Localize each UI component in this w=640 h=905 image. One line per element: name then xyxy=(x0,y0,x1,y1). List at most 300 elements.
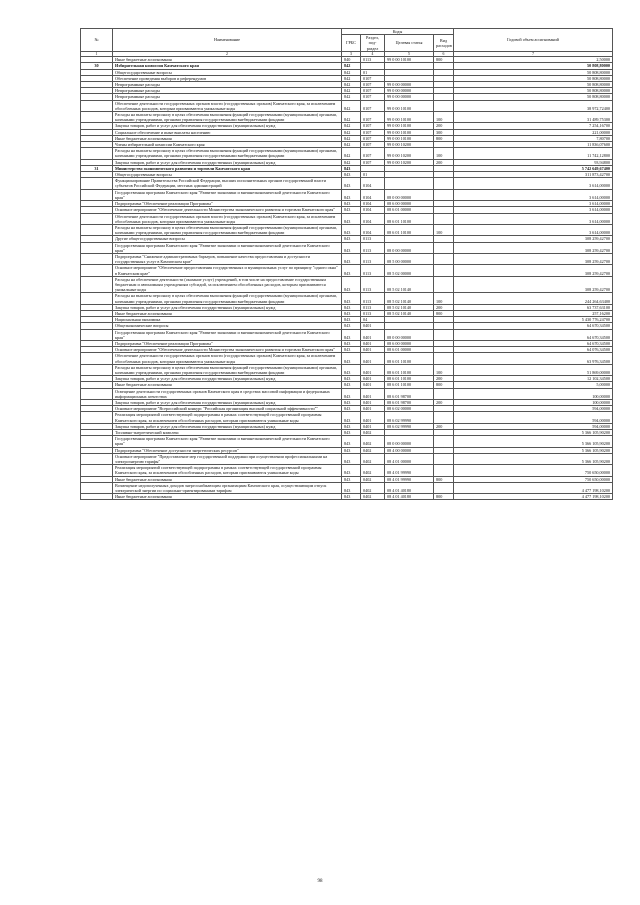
razdel-cell: 0401 xyxy=(361,382,385,388)
item-name-cell: Государственная программа Камчатского края "Развитие экономики и внешнеэкономической деятельности Камчатского края" xyxy=(113,242,342,253)
amount-cell: 308 259,42700 xyxy=(454,265,613,276)
razdel-cell: 0402 xyxy=(361,465,385,476)
item-name-cell: Обеспечение деятельности государственных органов власти (государственных органов) Камчатского края, за исключением обособленных расходов, которым присваиваются уникальные коды xyxy=(113,213,342,224)
amount-cell: 3 614,00000 xyxy=(454,189,613,200)
grbs-cell: 842 xyxy=(342,82,361,88)
grbs-cell: 843 xyxy=(342,265,361,276)
expense-type-cell xyxy=(434,353,454,364)
amount-cell: 50 808,80000 xyxy=(454,63,613,69)
item-name-cell: Министерство экономического развития и торговли Камчатского края xyxy=(113,165,342,171)
table-row xyxy=(81,265,613,276)
razdel-cell: 0104 xyxy=(361,178,385,189)
amount-cell: 11 742,12800 xyxy=(454,148,613,159)
amount-cell: 750 650,00000 xyxy=(454,465,613,476)
target-article-cell: 08 6 01 00000 xyxy=(385,347,434,353)
amount-cell: 50 808,80000 xyxy=(454,82,613,88)
item-name-cell: Основное мероприятие "Обеспечение предоставления государственных и муниципальных услуг по принципу "одного окна" в Камчатском крае" xyxy=(113,265,342,276)
expense-type-cell xyxy=(434,482,454,493)
razdel-cell: 0401 xyxy=(361,400,385,406)
grbs-cell: 843 xyxy=(342,382,361,388)
item-name-cell: Иные бюджетные ассигнования xyxy=(113,494,342,500)
target-article-cell: 08 6 00 00000 xyxy=(385,340,434,346)
razdel-cell: 0401 xyxy=(361,323,385,329)
item-name-cell: Непрограммные расходы xyxy=(113,82,342,88)
target-article-cell: 08 6 01 98700 xyxy=(385,388,434,399)
index-cell: 1 xyxy=(81,51,113,56)
table-row xyxy=(81,213,613,224)
grbs-cell: 843 xyxy=(342,430,361,436)
razdel-cell: 0107 xyxy=(361,159,385,165)
target-article-cell: 08 0 00 00000 xyxy=(385,242,434,253)
target-article-cell: 08 5 00 00000 xyxy=(385,253,434,264)
amount-cell: 5 366 105,90200 xyxy=(454,453,613,464)
item-name-cell: Расходы на выплаты персоналу в целях обеспечения выполнения функций государственными (муниципальными) органами, казенными учреждениями, органами управления государственными внебюджетными фондами xyxy=(113,224,342,235)
razdel-cell: 0113 xyxy=(361,304,385,310)
item-name-cell: Социальное обеспечение и иные выплаты населению xyxy=(113,129,342,135)
page-number: 98 xyxy=(317,879,323,884)
razdel-cell: 0402 xyxy=(361,494,385,500)
target-article-cell: 08 6 01 10100 xyxy=(385,213,434,224)
amount-cell: 594,00000 xyxy=(454,423,613,429)
razdel-cell: 0113 xyxy=(361,253,385,264)
row-number-cell xyxy=(81,353,113,364)
grbs-cell: 843 xyxy=(342,304,361,310)
grbs-cell: 843 xyxy=(342,213,361,224)
row-number-cell xyxy=(81,265,113,276)
item-name-cell: Основное мероприятие "Предоставление мер государственной поддержки при осуществлении профессиональными на электроэнергию тарифы" xyxy=(113,453,342,464)
grbs-cell: 843 xyxy=(342,317,361,323)
razdel-cell: 0401 xyxy=(361,347,385,353)
amount-cell: 311 873,42700 xyxy=(454,172,613,178)
grbs-cell: 842 xyxy=(342,94,361,100)
index-cell: 5 xyxy=(385,51,434,56)
razdel-cell: 0113 xyxy=(361,293,385,304)
row-number-cell xyxy=(81,242,113,253)
target-article-cell: 08 4 01 99990 xyxy=(385,465,434,476)
item-name-cell: Национальная экономика xyxy=(113,317,342,323)
index-cell: 7 xyxy=(454,51,613,56)
grbs-cell: 843 xyxy=(342,310,361,316)
budget-table xyxy=(80,28,613,500)
target-article-cell: 08 4 01 40180 xyxy=(385,494,434,500)
target-article-cell: 08 6 00 00000 xyxy=(385,201,434,207)
razdel-cell: 0402 xyxy=(361,430,385,436)
expense-type-cell: 800 xyxy=(434,382,454,388)
row-number-cell xyxy=(81,189,113,200)
table-row xyxy=(81,242,613,253)
grbs-cell: 843 xyxy=(342,353,361,364)
index-cell: 3 xyxy=(342,51,361,56)
header-cs: Целевая статья xyxy=(385,35,434,52)
row-number-cell xyxy=(81,276,113,293)
target-article-cell: 08 5 02 00000 xyxy=(385,265,434,276)
item-name-cell: Закупка товаров, работ и услуг для обеспечения государственных (муниципальных) нужд xyxy=(113,423,342,429)
razdel-cell: 0107 xyxy=(361,82,385,88)
amount-cell: 244 264,63400 xyxy=(454,293,613,304)
expense-type-cell: 100 xyxy=(434,148,454,159)
index-cell: 4 xyxy=(361,51,385,56)
header-amount: Годовой объем ассигнований xyxy=(454,29,613,52)
target-article-cell: 08 5 02 10140 xyxy=(385,276,434,293)
row-number-cell xyxy=(81,436,113,447)
table-row xyxy=(81,364,613,375)
grbs-cell: 843 xyxy=(342,236,361,242)
amount-cell: 5 742 649,67400 xyxy=(454,165,613,171)
table-row xyxy=(81,224,613,235)
razdel-cell: 0107 xyxy=(361,123,385,129)
row-number-cell xyxy=(81,453,113,464)
expense-type-cell xyxy=(434,100,454,111)
row-number-cell: 30 xyxy=(81,63,113,69)
expense-type-cell: 800 xyxy=(434,310,454,316)
table-row xyxy=(81,100,613,111)
razdel-cell: 0401 xyxy=(361,364,385,375)
item-name-cell: Расходы на выплаты персоналу в целях обеспечения выполнения функций государственными (муниципальными) органами, казенными учреждениями, органами управления государственными внебюджетными фондами xyxy=(113,112,342,123)
razdel-cell: 0402 xyxy=(361,476,385,482)
target-article-cell: 99 0 00 10100 xyxy=(385,57,434,63)
grbs-cell: 842 xyxy=(342,148,361,159)
amount-cell: 63 737,63100 xyxy=(454,304,613,310)
target-article-cell: 08 6 02 99990 xyxy=(385,423,434,429)
item-name-cell: Закупка товаров, работ и услуг для обеспечения государственных (муниципальных) нужд xyxy=(113,304,342,310)
row-number-cell xyxy=(81,412,113,423)
razdel-cell: 0401 xyxy=(361,376,385,382)
amount-cell: 51 869,00000 xyxy=(454,364,613,375)
item-name-cell: Расходы на обеспечение деятельности (оказание услуг) учреждений, в том числе на предоставление государственным бюджетным и автономным учреждениям субсидий, за исключением обособленных расходов, которым присваиваются уникальные коды xyxy=(113,276,342,293)
amount-cell: 11 836,07600 xyxy=(454,142,613,148)
row-number-cell xyxy=(81,293,113,304)
amount-cell: 2,50000 xyxy=(454,57,613,63)
razdel-cell: 0113 xyxy=(361,236,385,242)
amount-cell: 100,00000 xyxy=(454,400,613,406)
item-name-cell: Общегосударственные вопросы xyxy=(113,69,342,75)
razdel-cell: 0401 xyxy=(361,329,385,340)
amount-cell: 64 670,34500 xyxy=(454,340,613,346)
item-name-cell: Подпрограмма "Обеспечение реализации Программы" xyxy=(113,201,342,207)
table-row xyxy=(81,453,613,464)
razdel-cell: 0402 xyxy=(361,436,385,447)
amount-cell: 50 808,80000 xyxy=(454,88,613,94)
grbs-cell: 842 xyxy=(342,123,361,129)
item-name-cell: Основное мероприятие "Всероссийский конкурс "Российская организация высокой социальной эффективности"" xyxy=(113,406,342,412)
razdel-cell: 0401 xyxy=(361,353,385,364)
target-article-cell: 08 6 01 10100 xyxy=(385,364,434,375)
item-name-cell: Реализация мероприятий соответствующей подпрограммы в рамках соответствующей государственной программы Камчатского края, за исключением обособленных расходов, которым присваиваются уникальные коды xyxy=(113,412,342,423)
item-name-cell: Основное мероприятие "Обеспечение деятельности Министерства экономического развития и торговли Камчатского края" xyxy=(113,347,342,353)
table-body xyxy=(81,57,613,500)
item-name-cell: Функционирование Правительства Российской Федерации, высших исполнительных органов государственной власти субъектов Российской Федерации, местных администраций xyxy=(113,178,342,189)
target-article-cell: 99 0 00 10200 xyxy=(385,142,434,148)
grbs-cell: 843 xyxy=(342,376,361,382)
razdel-cell: 0401 xyxy=(361,406,385,412)
expense-type-cell: 300 xyxy=(434,129,454,135)
grbs-cell: 843 xyxy=(342,340,361,346)
header-num: № xyxy=(81,29,113,52)
expense-type-cell: 200 xyxy=(434,123,454,129)
expense-type-cell xyxy=(434,213,454,224)
razdel-cell: 0107 xyxy=(361,100,385,111)
amount-cell: 64 670,34500 xyxy=(454,323,613,329)
amount-cell: 221,00000 xyxy=(454,129,613,135)
razdel-cell: 0113 xyxy=(361,310,385,316)
item-name-cell: Возмещение недополученных доходов энергоснабжающим организациям Камчатского края, осуществляющим отпуск электрической энергии по социально-ориентированным тарифам xyxy=(113,482,342,493)
table-row xyxy=(81,148,613,159)
razdel-cell: 0113 xyxy=(361,57,385,63)
row-number-cell xyxy=(81,178,113,189)
expense-type-cell xyxy=(434,178,454,189)
expense-type-cell xyxy=(434,436,454,447)
row-number-cell xyxy=(81,364,113,375)
item-name-cell: Общеэкономические вопросы xyxy=(113,323,342,329)
target-article-cell: 08 5 02 10140 xyxy=(385,304,434,310)
expense-type-cell: 100 xyxy=(434,293,454,304)
item-name-cell: Обеспечение деятельности государственных органов власти (государственных органов) Камчатского края, за исключением обособленных расходов, которым присваиваются уникальные коды xyxy=(113,100,342,111)
grbs-cell: 843 xyxy=(342,172,361,178)
grbs-cell: 843 xyxy=(342,465,361,476)
item-name-cell: Обеспечение деятельности государственных органов власти (государственных органов) Камчатского края, за исключением обособленных расходов, которым присваиваются уникальные коды xyxy=(113,353,342,364)
expense-type-cell: 200 xyxy=(434,376,454,382)
amount-cell: 257,16200 xyxy=(454,310,613,316)
amount-cell: 3 614,00000 xyxy=(454,207,613,213)
item-name-cell: Иные бюджетные ассигнования xyxy=(113,382,342,388)
grbs-cell: 843 xyxy=(342,165,361,171)
header-name: Наименование xyxy=(113,29,342,52)
amount-cell: 50 808,80000 xyxy=(454,69,613,75)
item-name-cell: Иные бюджетные ассигнования xyxy=(113,310,342,316)
grbs-cell: 843 xyxy=(342,412,361,423)
expense-type-cell xyxy=(434,242,454,253)
expense-type-cell xyxy=(434,412,454,423)
amount-cell: 7 254,16700 xyxy=(454,123,613,129)
item-name-cell: Расходы на выплаты персоналу в целях обеспечения выполнения функций государственными (муниципальными) органами, казенными учреждениями, органами управления государственными внебюджетными фондами xyxy=(113,148,342,159)
index-cell: 2 xyxy=(113,51,342,56)
grbs-cell: 842 xyxy=(342,63,361,69)
amount-cell: 594,00000 xyxy=(454,406,613,412)
target-article-cell: 99 0 00 10100 xyxy=(385,112,434,123)
table-row xyxy=(81,412,613,423)
target-article-cell: 99 0 00 10100 xyxy=(385,135,434,141)
item-name-cell: Основное мероприятие "Обеспечение деятельности Министерства экономического развития и торговли Камчатского края" xyxy=(113,207,342,213)
target-article-cell: 08 4 01 40180 xyxy=(385,482,434,493)
amount-cell: 50 808,80000 xyxy=(454,75,613,81)
razdel-cell: 01 xyxy=(361,172,385,178)
grbs-cell: 843 xyxy=(342,189,361,200)
grbs-cell: 843 xyxy=(342,201,361,207)
grbs-cell: 843 xyxy=(342,447,361,453)
expense-type-cell xyxy=(434,253,454,264)
row-number-cell xyxy=(81,100,113,111)
expense-type-cell: 800 xyxy=(434,57,454,63)
item-name-cell: Государственная программа Камчатского края "Развитие экономики и внешнеэкономической деятельности Камчатского края" xyxy=(113,189,342,200)
item-name-cell: Обеспечение проведения выборов и референдумов xyxy=(113,75,342,81)
grbs-cell: 843 xyxy=(342,388,361,399)
razdel-cell: 0107 xyxy=(361,135,385,141)
amount-cell: 5 366 105,90200 xyxy=(454,436,613,447)
razdel-cell: 0401 xyxy=(361,412,385,423)
grbs-cell: 843 xyxy=(342,293,361,304)
amount-cell: 3 614,00000 xyxy=(454,224,613,235)
target-article-cell: 08 5 02 10140 xyxy=(385,310,434,316)
razdel-cell: 0401 xyxy=(361,340,385,346)
amount-cell: 93,94800 xyxy=(454,159,613,165)
row-number-cell xyxy=(81,213,113,224)
target-article-cell: 99 0 00 10100 xyxy=(385,129,434,135)
table-row xyxy=(81,276,613,293)
target-article-cell: 08 0 00 00000 xyxy=(385,436,434,447)
amount-cell: 5,00000 xyxy=(454,382,613,388)
expense-type-cell: 200 xyxy=(434,423,454,429)
expense-type-cell: 100 xyxy=(434,364,454,375)
amount-cell: 31 489,75300 xyxy=(454,112,613,123)
header-vr: Вид расходов xyxy=(434,35,454,52)
target-article-cell: 99 0 00 00000 xyxy=(385,88,434,94)
item-name-cell: Члены избирательной комиссии Камчатского края xyxy=(113,142,342,148)
table-row xyxy=(81,293,613,304)
expense-type-cell: 800 xyxy=(434,494,454,500)
grbs-cell: 843 xyxy=(342,276,361,293)
target-article-cell: 99 0 00 00000 xyxy=(385,82,434,88)
razdel-cell: 0402 xyxy=(361,482,385,493)
grbs-cell: 842 xyxy=(342,112,361,123)
expense-type-cell xyxy=(434,388,454,399)
expense-type-cell xyxy=(434,453,454,464)
amount-cell: 63 976,34500 xyxy=(454,353,613,364)
expense-type-cell: 800 xyxy=(434,476,454,482)
table-row xyxy=(81,388,613,399)
target-article-cell: 08 4 00 00000 xyxy=(385,447,434,453)
index-cell: 6 xyxy=(434,51,454,56)
item-name-cell: Расходы на выплаты персоналу в целях обеспечения выполнения функций государственными (муниципальными) органами, казенными учреждениями, органами управления государственными внебюджетными фондами xyxy=(113,364,342,375)
table-row xyxy=(81,112,613,123)
grbs-cell: 843 xyxy=(342,224,361,235)
amount-cell: 308 259,42700 xyxy=(454,276,613,293)
razdel-cell: 0107 xyxy=(361,94,385,100)
item-name-cell: Избирательная комиссия Камчатского края xyxy=(113,63,342,69)
header-grbs: ГРБС xyxy=(342,35,361,52)
target-article-cell: 08 6 01 00000 xyxy=(385,207,434,213)
row-number-cell: 31 xyxy=(81,165,113,171)
amount-cell: 750 650,00000 xyxy=(454,476,613,482)
razdel-cell: 04 xyxy=(361,317,385,323)
razdel-cell: 0104 xyxy=(361,213,385,224)
razdel-cell: 0402 xyxy=(361,453,385,464)
item-name-cell: Подпрограмма "Снижение административных барьеров, повышение качества предоставления и доступности государственных услуг в Камчатском крае" xyxy=(113,253,342,264)
item-name-cell: Расходы на выплаты персоналу в целях обеспечения выполнения функций государственными (муниципальными) органами, казенными учреждениями, органами управления государственными внебюджетными фондами xyxy=(113,293,342,304)
amount-cell: 38 972,72400 xyxy=(454,100,613,111)
table-row xyxy=(81,494,613,500)
target-article-cell: 99 0 00 10100 xyxy=(385,123,434,129)
target-article-cell: 99 0 00 00000 xyxy=(385,94,434,100)
grbs-cell: 842 xyxy=(342,88,361,94)
item-name-cell: Непрограммные расходы xyxy=(113,94,342,100)
razdel-cell: 0104 xyxy=(361,201,385,207)
expense-type-cell: 200 xyxy=(434,304,454,310)
expense-type-cell xyxy=(434,329,454,340)
target-article-cell: 08 6 01 10100 xyxy=(385,224,434,235)
table-row xyxy=(81,178,613,189)
grbs-cell: 843 xyxy=(342,453,361,464)
grbs-cell: 843 xyxy=(342,423,361,429)
grbs-cell: 842 xyxy=(342,100,361,111)
amount-cell: 5 366 105,90200 xyxy=(454,447,613,453)
item-name-cell: Закупка товаров, работ и услуг для обеспечения государственных (муниципальных) нужд xyxy=(113,400,342,406)
razdel-cell: 0401 xyxy=(361,423,385,429)
header-codes: Коды xyxy=(342,29,454,35)
item-name-cell: Топливно-энергетический комплекс xyxy=(113,430,342,436)
razdel-cell: 0107 xyxy=(361,88,385,94)
expense-type-cell xyxy=(434,465,454,476)
target-article-cell: 08 6 01 10100 xyxy=(385,382,434,388)
item-name-cell: Иные бюджетные ассигнования xyxy=(113,476,342,482)
item-name-cell: Реализация мероприятий соответствующей подпрограммы в рамках соответствующей государственной программы Камчатского края, за исключением обособленных расходов, которым присваиваются уникальные коды xyxy=(113,465,342,476)
amount-cell: 64 076,34500 xyxy=(454,347,613,353)
item-name-cell: Освещение деятельности государственных органов Камчатского края в средствах массовой информации и федеральных информационных агентствах xyxy=(113,388,342,399)
target-article-cell: 99 0 00 10200 xyxy=(385,159,434,165)
razdel-cell: 0107 xyxy=(361,75,385,81)
grbs-cell: 843 xyxy=(342,323,361,329)
grbs-cell: 842 xyxy=(342,135,361,141)
target-article-cell: 08 0 00 00000 xyxy=(385,189,434,200)
target-article-cell xyxy=(385,178,434,189)
amount-cell: 64 670,34500 xyxy=(454,329,613,340)
razdel-cell: 0113 xyxy=(361,276,385,293)
grbs-cell: 842 xyxy=(342,142,361,148)
item-name-cell: Государственная программа Камчатского края "Развитие экономики и внешнеэкономической деятельности Камчатского края" xyxy=(113,329,342,340)
item-name-cell: Закупка товаров, работ и услуг для обеспечения государственных (муниципальных) нужд xyxy=(113,376,342,382)
item-name-cell: Подпрограмма "Обеспечение реализации Программы" xyxy=(113,340,342,346)
grbs-cell: 843 xyxy=(342,178,361,189)
amount-cell: 308 259,42700 xyxy=(454,253,613,264)
row-number-cell xyxy=(81,388,113,399)
target-article-cell: 08 6 01 10100 xyxy=(385,376,434,382)
item-name-cell: Непрограммные расходы xyxy=(113,88,342,94)
item-name-cell: Иные бюджетные ассигнования xyxy=(113,135,342,141)
expense-type-cell xyxy=(434,265,454,276)
razdel-cell: 0104 xyxy=(361,207,385,213)
item-name-cell: Подпрограмма "Обеспечение доступности энергетических ресурсов" xyxy=(113,447,342,453)
amount-cell: 594,00000 xyxy=(454,412,613,423)
amount-cell: 308 259,42700 xyxy=(454,236,613,242)
razdel-cell: 0401 xyxy=(361,388,385,399)
row-number-cell xyxy=(81,465,113,476)
grbs-cell: 843 xyxy=(342,476,361,482)
grbs-cell: 840 xyxy=(342,57,361,63)
expense-type-cell xyxy=(434,189,454,200)
amount-cell: 4 477 198,10200 xyxy=(454,494,613,500)
grbs-cell: 843 xyxy=(342,242,361,253)
grbs-cell: 843 xyxy=(342,494,361,500)
grbs-cell: 842 xyxy=(342,129,361,135)
target-article-cell: 08 6 01 98700 xyxy=(385,400,434,406)
target-article-cell: 08 5 02 10140 xyxy=(385,293,434,304)
amount-cell: 3 614,00000 xyxy=(454,178,613,189)
item-name-cell: Другие общегосударственные вопросы xyxy=(113,236,342,242)
razdel-cell: 01 xyxy=(361,69,385,75)
amount-cell: 5 366 105,90200 xyxy=(454,430,613,436)
razdel-cell: 0113 xyxy=(361,242,385,253)
razdel-cell: 0107 xyxy=(361,148,385,159)
expense-type-cell: 200 xyxy=(434,400,454,406)
table-row xyxy=(81,436,613,447)
grbs-cell: 843 xyxy=(342,329,361,340)
razdel-cell: 0402 xyxy=(361,447,385,453)
item-name-cell: Иные бюджетные ассигнования xyxy=(113,57,342,63)
item-name-cell: Закупка товаров, работ и услуг для обеспечения государственных (муниципальных) нужд xyxy=(113,123,342,129)
razdel-cell: 0104 xyxy=(361,189,385,200)
grbs-cell: 843 xyxy=(342,347,361,353)
item-name-cell: Закупка товаров, работ и услуг для обеспечения государственных (муниципальных) нужд xyxy=(113,159,342,165)
razdel-cell: 0107 xyxy=(361,142,385,148)
